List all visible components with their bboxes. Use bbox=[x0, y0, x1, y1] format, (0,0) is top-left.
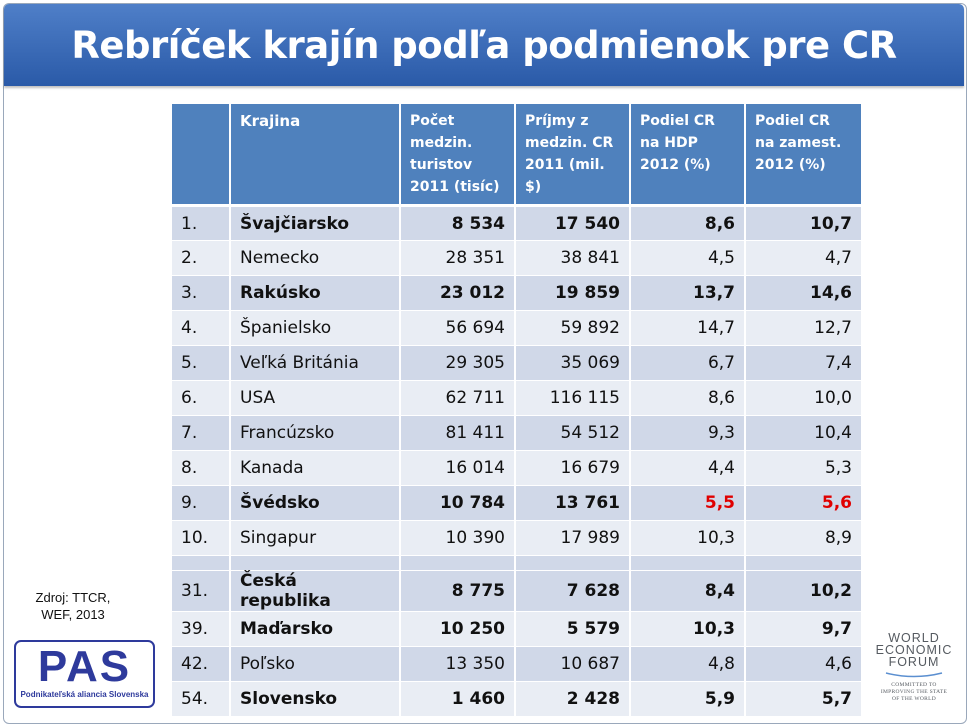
gap-cell bbox=[400, 556, 515, 571]
table-row bbox=[172, 647, 862, 682]
table-row bbox=[172, 276, 862, 311]
table-row bbox=[172, 241, 862, 276]
cell-country: Poľsko bbox=[230, 647, 400, 682]
cell-employment-share: 7,4 bbox=[745, 346, 862, 381]
header-country: Krajina bbox=[230, 104, 400, 206]
wef-tagline-3: OF THE WORLD bbox=[891, 696, 937, 702]
cell-income: 54 512 bbox=[515, 416, 630, 451]
cell-income: 5 579 bbox=[515, 612, 630, 647]
table-body bbox=[172, 206, 862, 717]
pas-logo-subtitle: Podnikateľská aliancia Slovenska bbox=[20, 690, 149, 699]
wef-word-3: FORUM bbox=[888, 655, 940, 669]
table-row bbox=[172, 612, 862, 647]
cell-gdp-share: 8,4 bbox=[630, 571, 745, 612]
pas-logo bbox=[14, 640, 155, 708]
cell-country: Česká republika bbox=[230, 571, 400, 612]
cell-tourists: 8 534 bbox=[400, 206, 515, 241]
cell-rank: 8. bbox=[172, 451, 230, 486]
cell-gdp-share: 5,9 bbox=[630, 682, 745, 717]
cell-rank: 4. bbox=[172, 311, 230, 346]
cell-country: Veľká Británia bbox=[230, 346, 400, 381]
cell-country: Švédsko bbox=[230, 486, 400, 521]
cell-rank: 42. bbox=[172, 647, 230, 682]
cell-income: 10 687 bbox=[515, 647, 630, 682]
cell-employment-share: 10,2 bbox=[745, 571, 862, 612]
wef-logo bbox=[872, 632, 956, 703]
header-employment-share: Podiel CR na zamest. 2012 (%) bbox=[745, 104, 862, 206]
table-row bbox=[172, 682, 862, 717]
cell-income: 13 761 bbox=[515, 486, 630, 521]
cell-tourists: 23 012 bbox=[400, 276, 515, 311]
table-row bbox=[172, 571, 862, 612]
wef-tagline-2: IMPROVING THE STATE bbox=[880, 689, 948, 695]
cell-employment-share: 14,6 bbox=[745, 276, 862, 311]
cell-gdp-share: 5,5 bbox=[630, 486, 745, 521]
cell-tourists: 16 014 bbox=[400, 451, 515, 486]
cell-tourists: 10 390 bbox=[400, 521, 515, 556]
header-gdp-share: Podiel CR na HDP 2012 (%) bbox=[630, 104, 745, 206]
cell-rank: 6. bbox=[172, 381, 230, 416]
cell-country: Nemecko bbox=[230, 241, 400, 276]
cell-rank: 7. bbox=[172, 416, 230, 451]
cell-gdp-share: 8,6 bbox=[630, 381, 745, 416]
cell-gdp-share: 13,7 bbox=[630, 276, 745, 311]
cell-country: Španielsko bbox=[230, 311, 400, 346]
cell-rank: 1. bbox=[172, 206, 230, 241]
cell-gdp-share: 10,3 bbox=[630, 612, 745, 647]
cell-tourists: 8 775 bbox=[400, 571, 515, 612]
cell-tourists: 1 460 bbox=[400, 682, 515, 717]
cell-income: 7 628 bbox=[515, 571, 630, 612]
cell-employment-share: 10,0 bbox=[745, 381, 862, 416]
cell-gdp-share: 4,4 bbox=[630, 451, 745, 486]
cell-country: Francúzsko bbox=[230, 416, 400, 451]
title-bar bbox=[4, 4, 964, 86]
cell-income: 17 540 bbox=[515, 206, 630, 241]
header-tourists: Počet medzin. turistov 2011 (tisíc) bbox=[400, 104, 515, 206]
cell-tourists: 56 694 bbox=[400, 311, 515, 346]
gap-cell bbox=[230, 556, 400, 571]
ranking-table bbox=[172, 104, 863, 717]
header-rank bbox=[172, 104, 230, 206]
cell-tourists: 10 250 bbox=[400, 612, 515, 647]
cell-gdp-share: 9,3 bbox=[630, 416, 745, 451]
cell-rank: 5. bbox=[172, 346, 230, 381]
cell-rank: 10. bbox=[172, 521, 230, 556]
cell-country: Slovensko bbox=[230, 682, 400, 717]
cell-country: Kanada bbox=[230, 451, 400, 486]
source-line-1: Zdroj: TTCR, bbox=[35, 590, 111, 605]
wef-swoosh-icon bbox=[884, 671, 944, 679]
wef-word-1: WORLD bbox=[888, 631, 940, 645]
table-row bbox=[172, 451, 862, 486]
table-row bbox=[172, 521, 862, 556]
cell-employment-share: 10,4 bbox=[745, 416, 862, 451]
cell-employment-share: 5,7 bbox=[745, 682, 862, 717]
cell-tourists: 62 711 bbox=[400, 381, 515, 416]
cell-rank: 54. bbox=[172, 682, 230, 717]
table-header-row bbox=[172, 104, 862, 206]
cell-tourists: 13 350 bbox=[400, 647, 515, 682]
cell-employment-share: 4,7 bbox=[745, 241, 862, 276]
header-income: Príjmy z medzin. CR 2011 (mil. $) bbox=[515, 104, 630, 206]
cell-income: 17 989 bbox=[515, 521, 630, 556]
cell-tourists: 10 784 bbox=[400, 486, 515, 521]
table-gap-row bbox=[172, 556, 862, 571]
table-row bbox=[172, 381, 862, 416]
cell-income: 2 428 bbox=[515, 682, 630, 717]
cell-tourists: 81 411 bbox=[400, 416, 515, 451]
cell-income: 19 859 bbox=[515, 276, 630, 311]
cell-employment-share: 4,6 bbox=[745, 647, 862, 682]
cell-employment-share: 10,7 bbox=[745, 206, 862, 241]
cell-rank: 2. bbox=[172, 241, 230, 276]
wef-tagline-1: COMMITTED TO bbox=[891, 682, 937, 688]
cell-income: 116 115 bbox=[515, 381, 630, 416]
cell-rank: 9. bbox=[172, 486, 230, 521]
cell-employment-share: 12,7 bbox=[745, 311, 862, 346]
source-line-2: WEF, 2013 bbox=[41, 607, 105, 622]
wef-word-2: ECONOMIC bbox=[875, 643, 953, 657]
gap-cell bbox=[630, 556, 745, 571]
cell-country: USA bbox=[230, 381, 400, 416]
table-row bbox=[172, 486, 862, 521]
slide-title: Rebríček krajín podľa podmienok pre CR bbox=[71, 23, 897, 67]
cell-country: Rakúsko bbox=[230, 276, 400, 311]
cell-rank: 3. bbox=[172, 276, 230, 311]
cell-employment-share: 5,6 bbox=[745, 486, 862, 521]
cell-employment-share: 5,3 bbox=[745, 451, 862, 486]
cell-country: Švajčiarsko bbox=[230, 206, 400, 241]
cell-country: Maďarsko bbox=[230, 612, 400, 647]
cell-tourists: 28 351 bbox=[400, 241, 515, 276]
cell-employment-share: 8,9 bbox=[745, 521, 862, 556]
source-note bbox=[10, 589, 136, 623]
cell-income: 59 892 bbox=[515, 311, 630, 346]
cell-gdp-share: 6,7 bbox=[630, 346, 745, 381]
table-row bbox=[172, 311, 862, 346]
gap-cell bbox=[172, 556, 230, 571]
cell-rank: 31. bbox=[172, 571, 230, 612]
table-row bbox=[172, 206, 862, 241]
cell-income: 38 841 bbox=[515, 241, 630, 276]
cell-gdp-share: 4,5 bbox=[630, 241, 745, 276]
cell-tourists: 29 305 bbox=[400, 346, 515, 381]
gap-cell bbox=[745, 556, 862, 571]
pas-logo-text: PAS bbox=[37, 642, 132, 691]
cell-employment-share: 9,7 bbox=[745, 612, 862, 647]
table-row bbox=[172, 346, 862, 381]
cell-rank: 39. bbox=[172, 612, 230, 647]
gap-cell bbox=[515, 556, 630, 571]
cell-gdp-share: 8,6 bbox=[630, 206, 745, 241]
cell-gdp-share: 10,3 bbox=[630, 521, 745, 556]
cell-gdp-share: 4,8 bbox=[630, 647, 745, 682]
cell-country: Singapur bbox=[230, 521, 400, 556]
cell-income: 35 069 bbox=[515, 346, 630, 381]
cell-income: 16 679 bbox=[515, 451, 630, 486]
table-row bbox=[172, 416, 862, 451]
cell-gdp-share: 14,7 bbox=[630, 311, 745, 346]
